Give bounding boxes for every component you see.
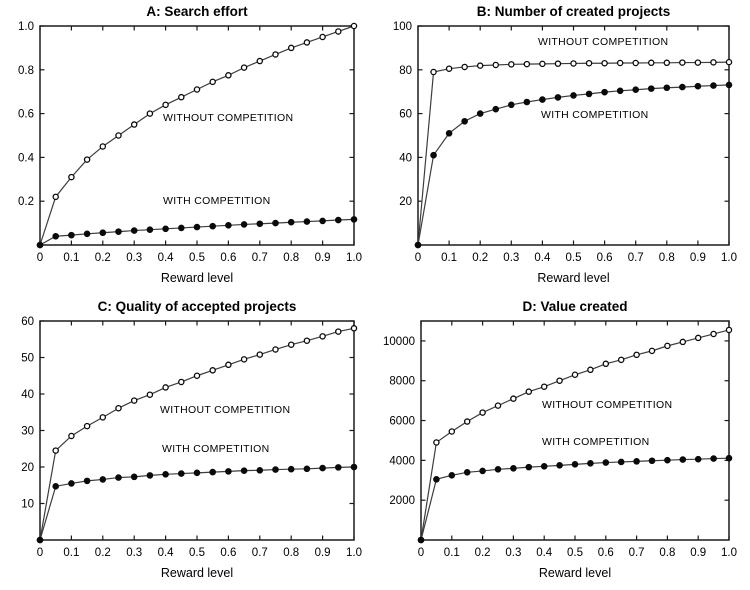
svg-text:0.6: 0.6 [220,547,237,559]
svg-text:Reward level: Reward level [160,566,234,580]
svg-text:0.2: 0.2 [94,252,111,264]
svg-text:Reward level: Reward level [537,271,610,285]
chart-c-quality-accepted-projects [0,295,375,590]
svg-text:40: 40 [399,152,412,165]
svg-text:10000: 10000 [383,335,415,348]
svg-text:0.4: 0.4 [157,252,174,264]
chart-d-value-created [375,295,750,590]
svg-text:WITH COMPETITION: WITH COMPETITION [542,436,650,448]
svg-text:0.7: 0.7 [251,252,268,264]
svg-text:30: 30 [21,425,34,438]
svg-text:0.2: 0.2 [18,196,34,209]
svg-text:2000: 2000 [389,495,415,508]
svg-text:0.8: 0.8 [18,64,34,77]
svg-text:0.3: 0.3 [503,252,520,264]
svg-text:0.8: 0.8 [658,252,675,264]
svg-text:8000: 8000 [389,375,415,388]
svg-text:0.9: 0.9 [689,252,706,264]
svg-text:4000: 4000 [389,455,415,468]
svg-text:WITH COMPETITION: WITH COMPETITION [162,443,270,455]
svg-text:0.5: 0.5 [189,252,205,264]
svg-text:0.9: 0.9 [314,547,331,559]
svg-text:WITHOUT COMPETITION: WITHOUT COMPETITION [163,112,294,124]
svg-text:0.1: 0.1 [443,547,460,559]
svg-text:0.3: 0.3 [505,547,522,559]
svg-text:0.2: 0.2 [472,252,489,264]
svg-text:0: 0 [36,547,44,559]
svg-text:0.4: 0.4 [157,547,174,559]
svg-text:60: 60 [399,108,412,121]
svg-text:Reward level: Reward level [160,271,234,285]
svg-text:0.7: 0.7 [627,252,644,264]
svg-text:0.2: 0.2 [474,547,491,559]
svg-text:0.1: 0.1 [63,252,80,264]
svg-text:0.9: 0.9 [690,547,707,559]
svg-text:0.3: 0.3 [126,547,143,559]
svg-text:0.4: 0.4 [18,152,34,165]
chart-b-created-projects [375,0,750,295]
svg-text:WITH COMPETITION: WITH COMPETITION [541,109,649,121]
svg-text:0.4: 0.4 [534,252,551,264]
svg-text:0.5: 0.5 [189,547,205,559]
chart-a-search-effort [0,0,375,295]
panel-a-search-effort [0,0,375,295]
svg-text:0.8: 0.8 [283,252,300,264]
svg-text:20: 20 [399,196,412,209]
svg-text:0.6: 0.6 [220,252,237,264]
svg-text:0.5: 0.5 [567,547,583,559]
svg-text:0.9: 0.9 [314,252,331,264]
svg-text:WITHOUT COMPETITION: WITHOUT COMPETITION [160,404,291,416]
svg-text:0: 0 [36,252,44,264]
svg-text:40: 40 [21,389,34,401]
svg-text:A: Search effort: A: Search effort [146,4,248,19]
svg-text:WITH COMPETITION: WITH COMPETITION [163,195,271,207]
svg-text:0.8: 0.8 [659,547,676,559]
svg-text:Reward level: Reward level [538,566,612,580]
svg-text:0.4: 0.4 [536,547,553,559]
svg-text:C: Quality of accepted project: C: Quality of accepted projects [97,299,297,314]
svg-text:1.0: 1.0 [18,21,34,33]
panel-b-created-projects [375,0,750,295]
panel-d-value-created [375,295,750,590]
svg-text:WITHOUT COMPETITION: WITHOUT COMPETITION [538,36,669,48]
svg-text:60: 60 [21,316,34,328]
svg-text:0.5: 0.5 [565,252,582,264]
svg-text:100: 100 [392,21,412,33]
svg-text:0.2: 0.2 [94,547,111,559]
svg-text:0.7: 0.7 [628,547,645,559]
svg-text:0.6: 0.6 [18,108,34,121]
svg-text:80: 80 [399,64,412,77]
svg-text:20: 20 [21,462,34,474]
svg-text:0: 0 [417,547,425,559]
svg-text:0.1: 0.1 [63,547,80,559]
svg-text:0.3: 0.3 [126,252,143,264]
svg-text:0.6: 0.6 [597,547,614,559]
svg-text:1.0: 1.0 [346,547,362,559]
svg-text:1.0: 1.0 [721,547,737,559]
svg-text:50: 50 [21,352,34,365]
panel-c-quality-accepted-projects [0,295,375,590]
svg-text:0.1: 0.1 [441,252,458,264]
svg-text:WITHOUT COMPETITION: WITHOUT COMPETITION [542,399,673,411]
svg-text:0.6: 0.6 [596,252,613,264]
svg-text:1.0: 1.0 [721,252,737,264]
svg-text:10: 10 [21,498,34,511]
svg-text:0.8: 0.8 [283,547,300,559]
svg-text:D: Value created: D: Value created [522,299,628,314]
svg-text:0.7: 0.7 [251,547,268,559]
svg-text:B: Number of created projects: B: Number of created projects [476,4,671,19]
svg-text:6000: 6000 [389,415,415,428]
svg-text:1.0: 1.0 [346,252,362,264]
svg-text:0: 0 [414,252,422,264]
